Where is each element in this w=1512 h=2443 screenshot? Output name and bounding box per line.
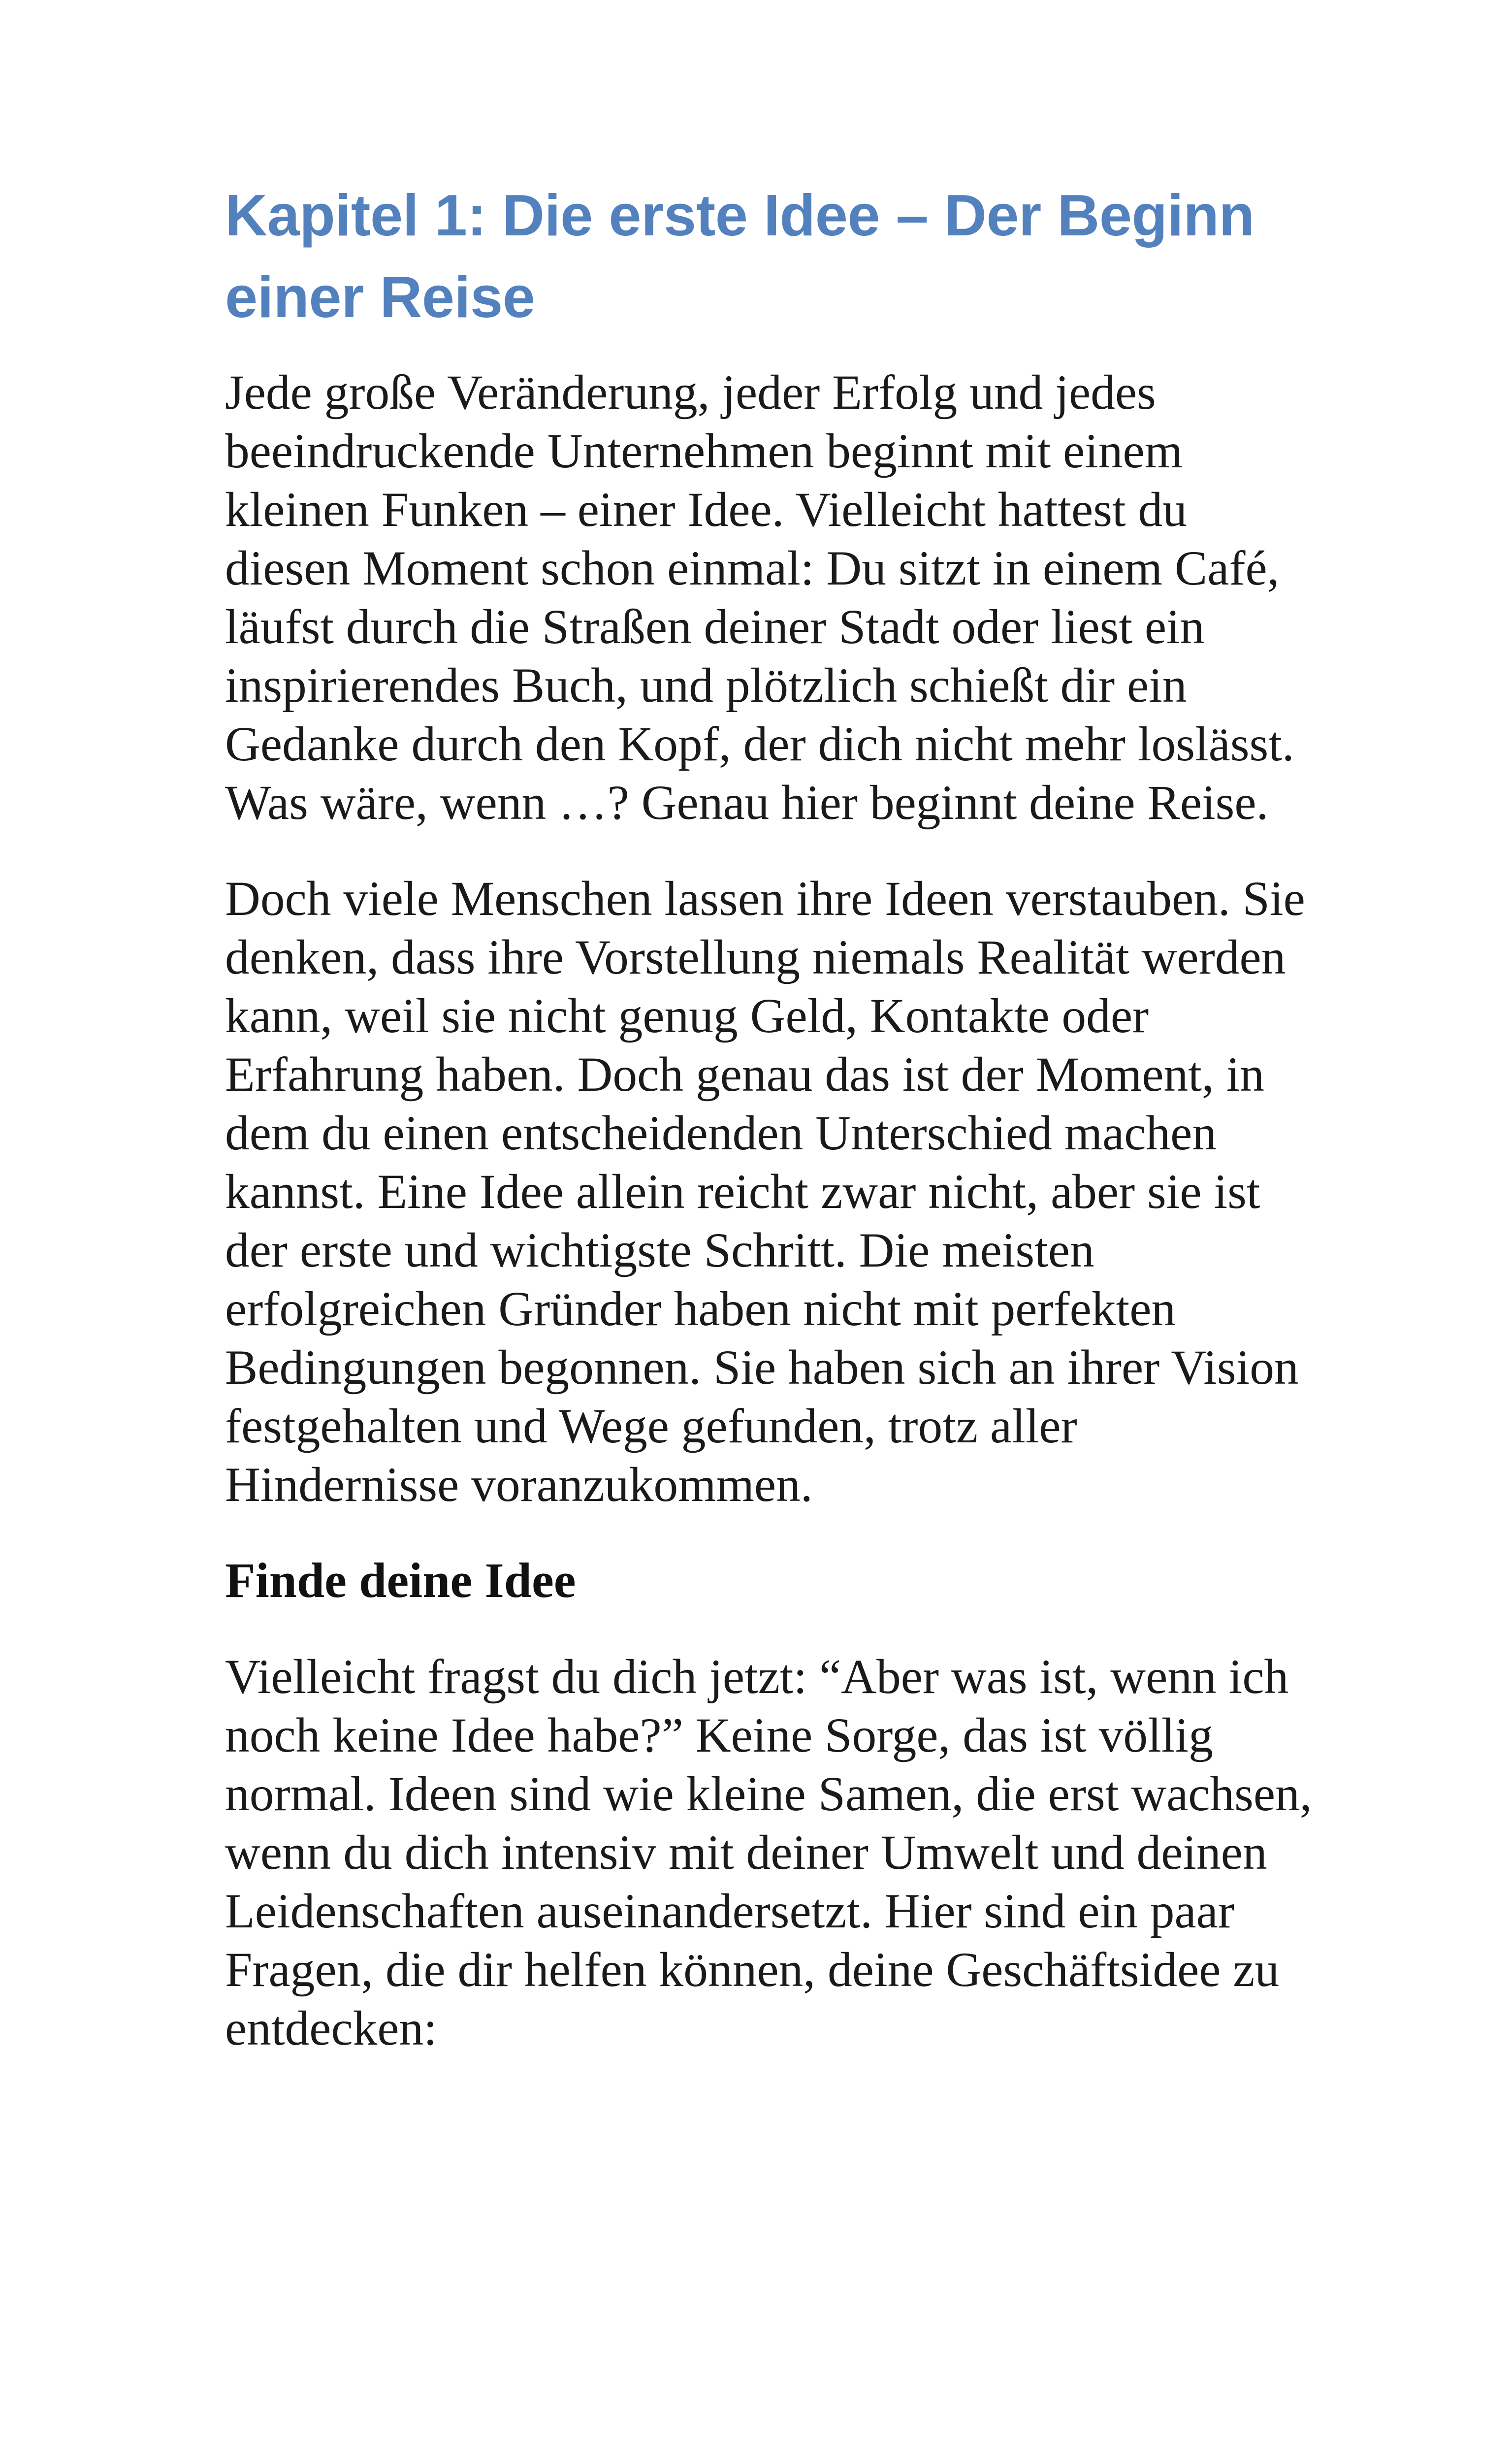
intro-paragraph: Doch viele Menschen lassen ihre Ideen verstauben. Sie denken, dass ihre Vorstellung niemals Realität werden kann, weil sie nicht genug Geld, Kontakte oder Erfahrung haben. Doch genau das ist der Moment, in dem du einen entscheidenden Unterschied machen kannst. Eine Idee allein reicht zwar nicht, aber sie ist der erste und wichtigste Schritt. Die meisten erfolgreichen Gründer haben nicht mit perfekten Bedingungen begonnen. Sie haben sich an ihrer Vision festgehalten und Wege gefunden, trotz aller Hindernisse voranzukommen. (225, 871, 1305, 1512)
section-paragraph: Vielleicht fragst du dich jetzt: “Aber was ist, wenn ich noch keine Idee habe?” Keine Sorge, das ist völlig normal. Ideen sind wie kleine Samen, die erst wachsen, wenn du dich intensiv mit deiner Umwelt und deinen Leidenschaften auseinandersetzt. Hier sind ein paar Fragen, die dir helfen können, deine Geschäftsidee zu entdecken: (225, 1649, 1312, 2055)
section-heading: Finde deine Idee (225, 1553, 576, 1608)
intro-paragraph: Jede große Veränderung, jeder Erfolg und jedes beeindruckende Unternehmen beginnt mit einem kleinen Funken – einer Idee. Vielleicht hattest du diesen Moment schon einmal: Du sitzt in einem Café, läufst durch die Straßen deiner Stadt oder liest ein inspirierendes Buch, und plötzlich schießt dir ein Gedanke durch den Kopf, der dich nicht mehr loslässt. Was wäre, wenn …? Genau hier beginnt deine Reise. (225, 365, 1294, 830)
chapter-title: Kapitel 1: Die erste Idee – Der Beginn einer Reise (225, 183, 1255, 330)
page-content (225, 175, 1316, 2057)
